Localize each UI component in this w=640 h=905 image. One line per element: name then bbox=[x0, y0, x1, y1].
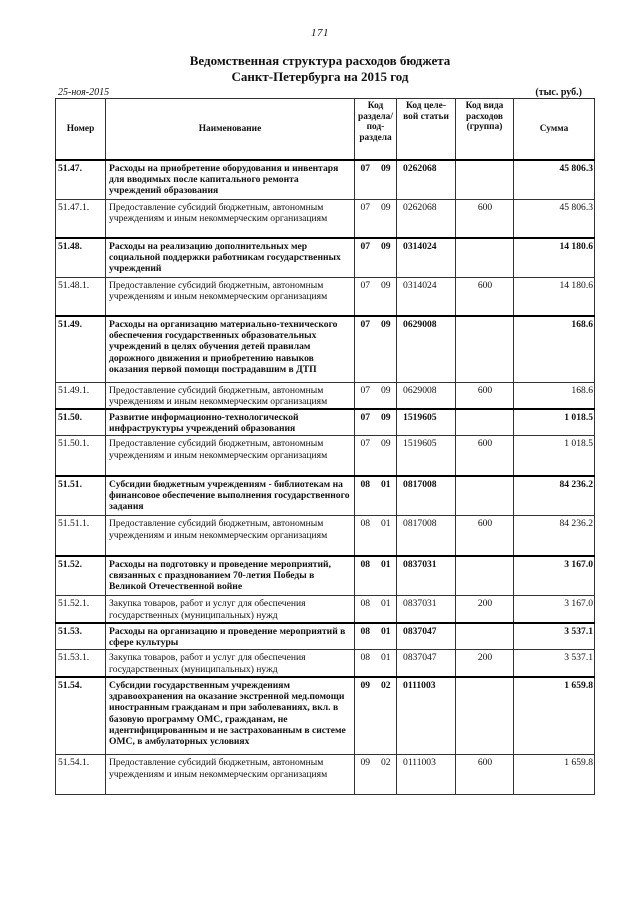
table-row bbox=[56, 677, 595, 755]
row-name: Закупка товаров, работ и услуг для обеспечения государственных (муниципальных) нужд bbox=[106, 596, 355, 623]
row-expense-type: 600 bbox=[456, 516, 514, 556]
row-subsection-code: 09 bbox=[376, 436, 397, 476]
row-sum: 168.6 bbox=[514, 316, 595, 382]
row-number: 51.47. bbox=[56, 160, 106, 199]
row-subsection-code: 09 bbox=[376, 160, 397, 199]
row-section-code: 09 bbox=[355, 755, 376, 795]
row-section-code: 08 bbox=[355, 596, 376, 623]
row-section-code: 07 bbox=[355, 160, 376, 199]
row-target-code: 0837047 bbox=[397, 623, 456, 650]
row-target-code: 0629008 bbox=[397, 316, 456, 382]
table-row bbox=[56, 238, 595, 277]
row-expense-type bbox=[456, 316, 514, 382]
document-title-line-2: Санкт-Петербурга на 2015 год bbox=[231, 69, 409, 84]
row-expense-type: 200 bbox=[456, 596, 514, 623]
row-expense-type bbox=[456, 677, 514, 755]
row-section-code: 07 bbox=[355, 382, 376, 409]
row-section-code: 07 bbox=[355, 436, 376, 476]
row-sum: 1 018.5 bbox=[514, 436, 595, 476]
row-number: 51.54. bbox=[56, 677, 106, 755]
row-subsection-code: 02 bbox=[376, 755, 397, 795]
row-expense-type bbox=[456, 476, 514, 516]
row-section-code: 08 bbox=[355, 623, 376, 650]
table-body bbox=[56, 160, 595, 795]
row-number: 51.52.1. bbox=[56, 596, 106, 623]
row-subsection-code: 01 bbox=[376, 476, 397, 516]
budget-table bbox=[55, 98, 595, 795]
row-target-code: 0837031 bbox=[397, 596, 456, 623]
table-row bbox=[56, 623, 595, 650]
table-row bbox=[56, 409, 595, 436]
table-row bbox=[56, 277, 595, 316]
page-number: 171 bbox=[311, 27, 329, 39]
row-subsection-code: 09 bbox=[376, 238, 397, 277]
row-number: 51.49.1. bbox=[56, 382, 106, 409]
row-number: 51.53. bbox=[56, 623, 106, 650]
row-number: 51.50. bbox=[56, 409, 106, 436]
row-section-code: 07 bbox=[355, 199, 376, 238]
row-subsection-code: 01 bbox=[376, 556, 397, 596]
row-sum: 168.6 bbox=[514, 382, 595, 409]
row-name: Предоставление субсидий бюджетным, автономным учреждениям и иным некоммерческим организациям bbox=[106, 436, 355, 476]
row-name: Закупка товаров, работ и услуг для обеспечения государственных (муниципальных) нужд bbox=[106, 650, 355, 677]
row-name: Расходы на подготовку и проведение мероприятий, связанных с празднованием 70-летия Победы в Великой Отечественной войне bbox=[106, 556, 355, 596]
row-sum: 45 806.3 bbox=[514, 199, 595, 238]
table-row bbox=[56, 556, 595, 596]
row-expense-type: 600 bbox=[456, 436, 514, 476]
row-target-code: 0111003 bbox=[397, 755, 456, 795]
row-target-code: 0837031 bbox=[397, 556, 456, 596]
row-subsection-code: 02 bbox=[376, 677, 397, 755]
row-subsection-code: 09 bbox=[376, 277, 397, 316]
header-number: Номер bbox=[56, 99, 106, 161]
table-row bbox=[56, 596, 595, 623]
row-subsection-code: 01 bbox=[376, 650, 397, 677]
row-section-code: 07 bbox=[355, 316, 376, 382]
row-subsection-code: 09 bbox=[376, 382, 397, 409]
row-section-code: 08 bbox=[355, 476, 376, 516]
row-number: 51.54.1. bbox=[56, 755, 106, 795]
table-row bbox=[56, 436, 595, 476]
header-section: Код раздела/ под- раздела bbox=[355, 99, 397, 161]
row-expense-type: 200 bbox=[456, 650, 514, 677]
document-date: 25-ноя-2015 bbox=[58, 87, 110, 98]
row-section-code: 07 bbox=[355, 238, 376, 277]
row-section-code: 08 bbox=[355, 516, 376, 556]
row-name: Предоставление субсидий бюджетным, автономным учреждениям и иным некоммерческим организациям bbox=[106, 755, 355, 795]
row-subsection-code: 01 bbox=[376, 623, 397, 650]
header-sum: Сумма bbox=[514, 99, 595, 161]
row-number: 51.50.1. bbox=[56, 436, 106, 476]
row-name: Расходы на организацию материально-технического обеспечения государственных образовательных учреждений в целях обучения детей правилам дорожного движения и приобретению навыков оказания первой помощи пострадавшим в ДТП bbox=[106, 316, 355, 382]
row-name: Расходы на реализацию дополнительных мер социальной поддержки работникам государственных учреждений bbox=[106, 238, 355, 277]
row-name: Субсидии государственным учреждениям здравоохранения на оказание экстренной мед.помощи иностранным гражданам и при заболеваниях, вкл. в базовую программу ОМС, гражданам, не идентифицированным и не застрахованным в системе ОМС, в амбулаторных условиях bbox=[106, 677, 355, 755]
row-target-code: 0314024 bbox=[397, 238, 456, 277]
row-number: 51.49. bbox=[56, 316, 106, 382]
row-target-code: 0111003 bbox=[397, 677, 456, 755]
row-name: Субсидии бюджетным учреждениям - библиотекам на финансовое обеспечение выполнения государственного задания bbox=[106, 476, 355, 516]
row-sum: 14 180.6 bbox=[514, 277, 595, 316]
row-number: 51.47.1. bbox=[56, 199, 106, 238]
row-target-code: 0262068 bbox=[397, 199, 456, 238]
row-subsection-code: 09 bbox=[376, 199, 397, 238]
table-row bbox=[56, 382, 595, 409]
row-expense-type: 600 bbox=[456, 277, 514, 316]
row-sum: 3 167.0 bbox=[514, 596, 595, 623]
row-sum: 45 806.3 bbox=[514, 160, 595, 199]
header-target: Код целе- вой статьи bbox=[397, 99, 456, 161]
table-row bbox=[56, 316, 595, 382]
row-section-code: 07 bbox=[355, 277, 376, 316]
document-title-line-1: Ведомственная структура расходов бюджета bbox=[189, 53, 451, 68]
row-sum: 3 167.0 bbox=[514, 556, 595, 596]
table-row bbox=[56, 650, 595, 677]
row-number: 51.48.1. bbox=[56, 277, 106, 316]
row-expense-type bbox=[456, 556, 514, 596]
row-sum: 3 537.1 bbox=[514, 623, 595, 650]
row-number: 51.52. bbox=[56, 556, 106, 596]
row-sum: 1 659.8 bbox=[514, 677, 595, 755]
row-section-code: 09 bbox=[355, 677, 376, 755]
row-expense-type: 600 bbox=[456, 199, 514, 238]
table-header-row bbox=[56, 99, 595, 161]
row-target-code: 0629008 bbox=[397, 382, 456, 409]
row-target-code: 0817008 bbox=[397, 476, 456, 516]
row-sum: 1 018.5 bbox=[514, 409, 595, 436]
row-number: 51.51.1. bbox=[56, 516, 106, 556]
row-sum: 1 659.8 bbox=[514, 755, 595, 795]
table-row bbox=[56, 199, 595, 238]
row-expense-type bbox=[456, 238, 514, 277]
row-subsection-code: 01 bbox=[376, 516, 397, 556]
row-expense-type bbox=[456, 623, 514, 650]
header-name: Наименование bbox=[106, 99, 355, 161]
row-section-code: 08 bbox=[355, 650, 376, 677]
row-target-code: 0817008 bbox=[397, 516, 456, 556]
table-row bbox=[56, 476, 595, 516]
row-section-code: 07 bbox=[355, 409, 376, 436]
row-name: Развитие информационно-технологической инфраструктуры учреждений образования bbox=[106, 409, 355, 436]
row-number: 51.51. bbox=[56, 476, 106, 516]
row-name: Предоставление субсидий бюджетным, автономным учреждениям и иным некоммерческим организациям bbox=[106, 516, 355, 556]
row-sum: 84 236.2 bbox=[514, 476, 595, 516]
row-target-code: 1519605 bbox=[397, 409, 456, 436]
row-expense-type: 600 bbox=[456, 755, 514, 795]
row-expense-type: 600 bbox=[456, 382, 514, 409]
table-row bbox=[56, 755, 595, 795]
row-number: 51.48. bbox=[56, 238, 106, 277]
row-target-code: 0314024 bbox=[397, 277, 456, 316]
row-subsection-code: 01 bbox=[376, 596, 397, 623]
row-name: Расходы на организацию и проведение мероприятий в сфере культуры bbox=[106, 623, 355, 650]
row-name: Предоставление субсидий бюджетным, автономным учреждениям и иным некоммерческим организациям bbox=[106, 277, 355, 316]
row-sum: 84 236.2 bbox=[514, 516, 595, 556]
currency-units: (тыс. руб.) bbox=[535, 87, 582, 98]
row-expense-type bbox=[456, 160, 514, 199]
row-name: Расходы на приобретение оборудования и инвентаря для вводимых после капитального ремонта учреждений образования bbox=[106, 160, 355, 199]
row-name: Предоставление субсидий бюджетным, автономным учреждениям и иным некоммерческим организациям bbox=[106, 382, 355, 409]
row-sum: 14 180.6 bbox=[514, 238, 595, 277]
header-type: Код вида расходов (группа) bbox=[456, 99, 514, 161]
row-expense-type bbox=[456, 409, 514, 436]
row-target-code: 1519605 bbox=[397, 436, 456, 476]
row-section-code: 08 bbox=[355, 556, 376, 596]
row-sum: 3 537.1 bbox=[514, 650, 595, 677]
row-name: Предоставление субсидий бюджетным, автономным учреждениям и иным некоммерческим организациям bbox=[106, 199, 355, 238]
row-number: 51.53.1. bbox=[56, 650, 106, 677]
row-subsection-code: 09 bbox=[376, 316, 397, 382]
row-target-code: 0262068 bbox=[397, 160, 456, 199]
table-row bbox=[56, 516, 595, 556]
row-target-code: 0837047 bbox=[397, 650, 456, 677]
row-subsection-code: 09 bbox=[376, 409, 397, 436]
table-row bbox=[56, 160, 595, 199]
